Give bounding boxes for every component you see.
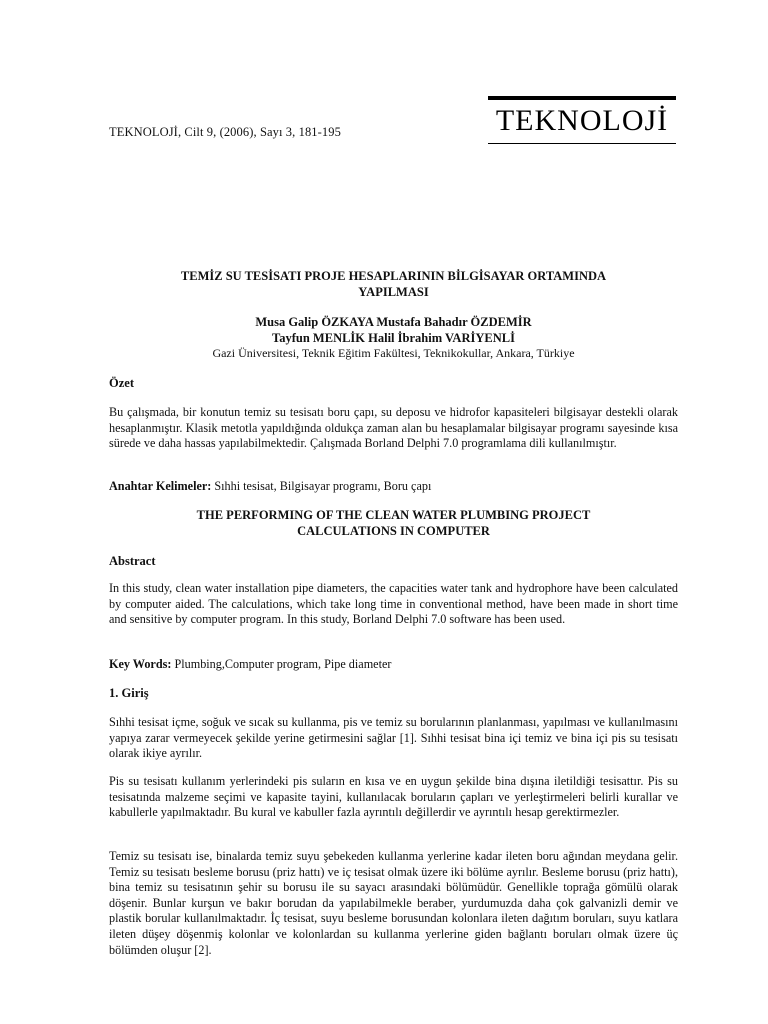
english-title bbox=[109, 507, 678, 539]
journal-citation: TEKNOLOJİ, Cilt 9, (2006), Sayı 3, 181-195 bbox=[109, 125, 341, 139]
affiliation: Gazi Üniversitesi, Teknik Eğitim Fakültesi, Teknikokullar, Ankara, Türkiye bbox=[212, 346, 575, 360]
turkish-keywords-label: Anahtar Kelimeler: bbox=[109, 479, 212, 493]
english-keywords-text: Plumbing,Computer program, Pipe diameter bbox=[171, 657, 392, 671]
english-title-line-1: THE PERFORMING OF THE CLEAN WATER PLUMBING PROJECT bbox=[196, 508, 591, 522]
section-heading-giris: 1. Giriş bbox=[109, 686, 149, 700]
logo-underline bbox=[488, 143, 676, 144]
abstract-heading: Abstract bbox=[109, 554, 156, 568]
author-list bbox=[109, 314, 678, 346]
english-title-line-2: CALCULATIONS IN COMPUTER bbox=[297, 524, 490, 538]
turkish-title-line-2: YAPILMASI bbox=[358, 285, 429, 299]
english-keywords bbox=[109, 656, 678, 672]
journal-logo bbox=[488, 96, 676, 150]
english-keywords-label: Key Words: bbox=[109, 657, 172, 671]
turkish-title-line-1: TEMİZ SU TESİSATI PROJE HESAPLARININ BİLGİSAYAR ORTAMINDA bbox=[180, 269, 607, 283]
turkish-keywords-text: Sıhhi tesisat, Bilgisayar programı, Boru çapı bbox=[211, 479, 432, 493]
ozet-text: Bu çalışmada, bir konutun temiz su tesisatı boru çapı, su deposu ve hidrofor kapasiteleri bilgisayar destekli olarak hesaplanmıştır. Klasik metotla yapıldığında oldukça zaman alan bu hesaplamalar bilgisayar programı sayesinde kısa sürede ve daha hassas yapılabilmektedir. Çalışmada Borland Delphi 7.0 programlama dili kullanılmıştır. bbox=[109, 405, 678, 451]
intro-paragraph-3: Temiz su tesisatı ise, binalarda temiz suyu şebekeden kullanma yerlerine kadar ileten boru ağından meydana gelir. Temiz su tesisatı besleme borusu (priz hattı) ve iç tesisat olmak üzere iki bölüme ayrılır. Besleme borusu (priz hattı), bina temiz su tesisatının şehir su borusu ile su sayacı arasındaki bölümüdür. Genellikle toprağa gömülü olarak döşenir. Bunlar kurşun ve bakır borudan da yapılabilmekle beraber, yurdumuzda daha çok galvanizli demir ve plastik borular kullanılmaktadır. İç tesisat, suyu besleme borusundan kolonlara ileten dağıtım boruları, suyu katlara ileten düşey döşenmiş kolonlar ve kolonlardan su kullanma yerlerine giden bağlantı boruları olmak üzere üç bölümden oluşur [2]. bbox=[109, 849, 678, 957]
authors-line-1: Musa Galip ÖZKAYA Mustafa Bahadır ÖZDEMİR bbox=[255, 315, 532, 329]
ozet-heading: Özet bbox=[109, 376, 134, 390]
turkish-title bbox=[109, 268, 678, 300]
intro-paragraph-1: Sıhhi tesisat içme, soğuk ve sıcak su kullanma, pis ve temiz su borularının planlanması, yapılması ve kullanılmasını yapıya zarar vermeyecek şekilde yerine getirmesini sağlar [1]. Sıhhi tesisat bina içi temiz ve bina içi pis su tesisatı olarak ikiye ayrılır. bbox=[109, 715, 678, 761]
journal-logo-text: TEKNOLOJİ bbox=[495, 104, 669, 137]
abstract-text: In this study, clean water installation pipe diameters, the capacities water tank and hydrophore have been calculated by computer aided. The calculations, which take long time in conventional method, have been made in short time and sensitive by computer program. In this study, Borland Delphi 7.0 software has been used. bbox=[109, 581, 678, 627]
turkish-keywords bbox=[109, 478, 678, 494]
authors-line-2: Tayfun MENLİK Halil İbrahim VARİYENLİ bbox=[272, 331, 515, 345]
intro-paragraph-2: Pis su tesisatı kullanım yerlerindeki pis suların en kısa ve en uygun şekilde bina dışına iletildiği tesisattır. Pis su tesisatında malzeme seçimi ve kapasite tayini, kullanılacak boruların çapları ve yerleştirmeleri belirli kurallar ve kabullerle yapılmaktadır. Bu kural ve kabuller fazla ayrıntılı değillerdir ve ayrıntılı hesap gerektirmezler. bbox=[109, 774, 678, 820]
